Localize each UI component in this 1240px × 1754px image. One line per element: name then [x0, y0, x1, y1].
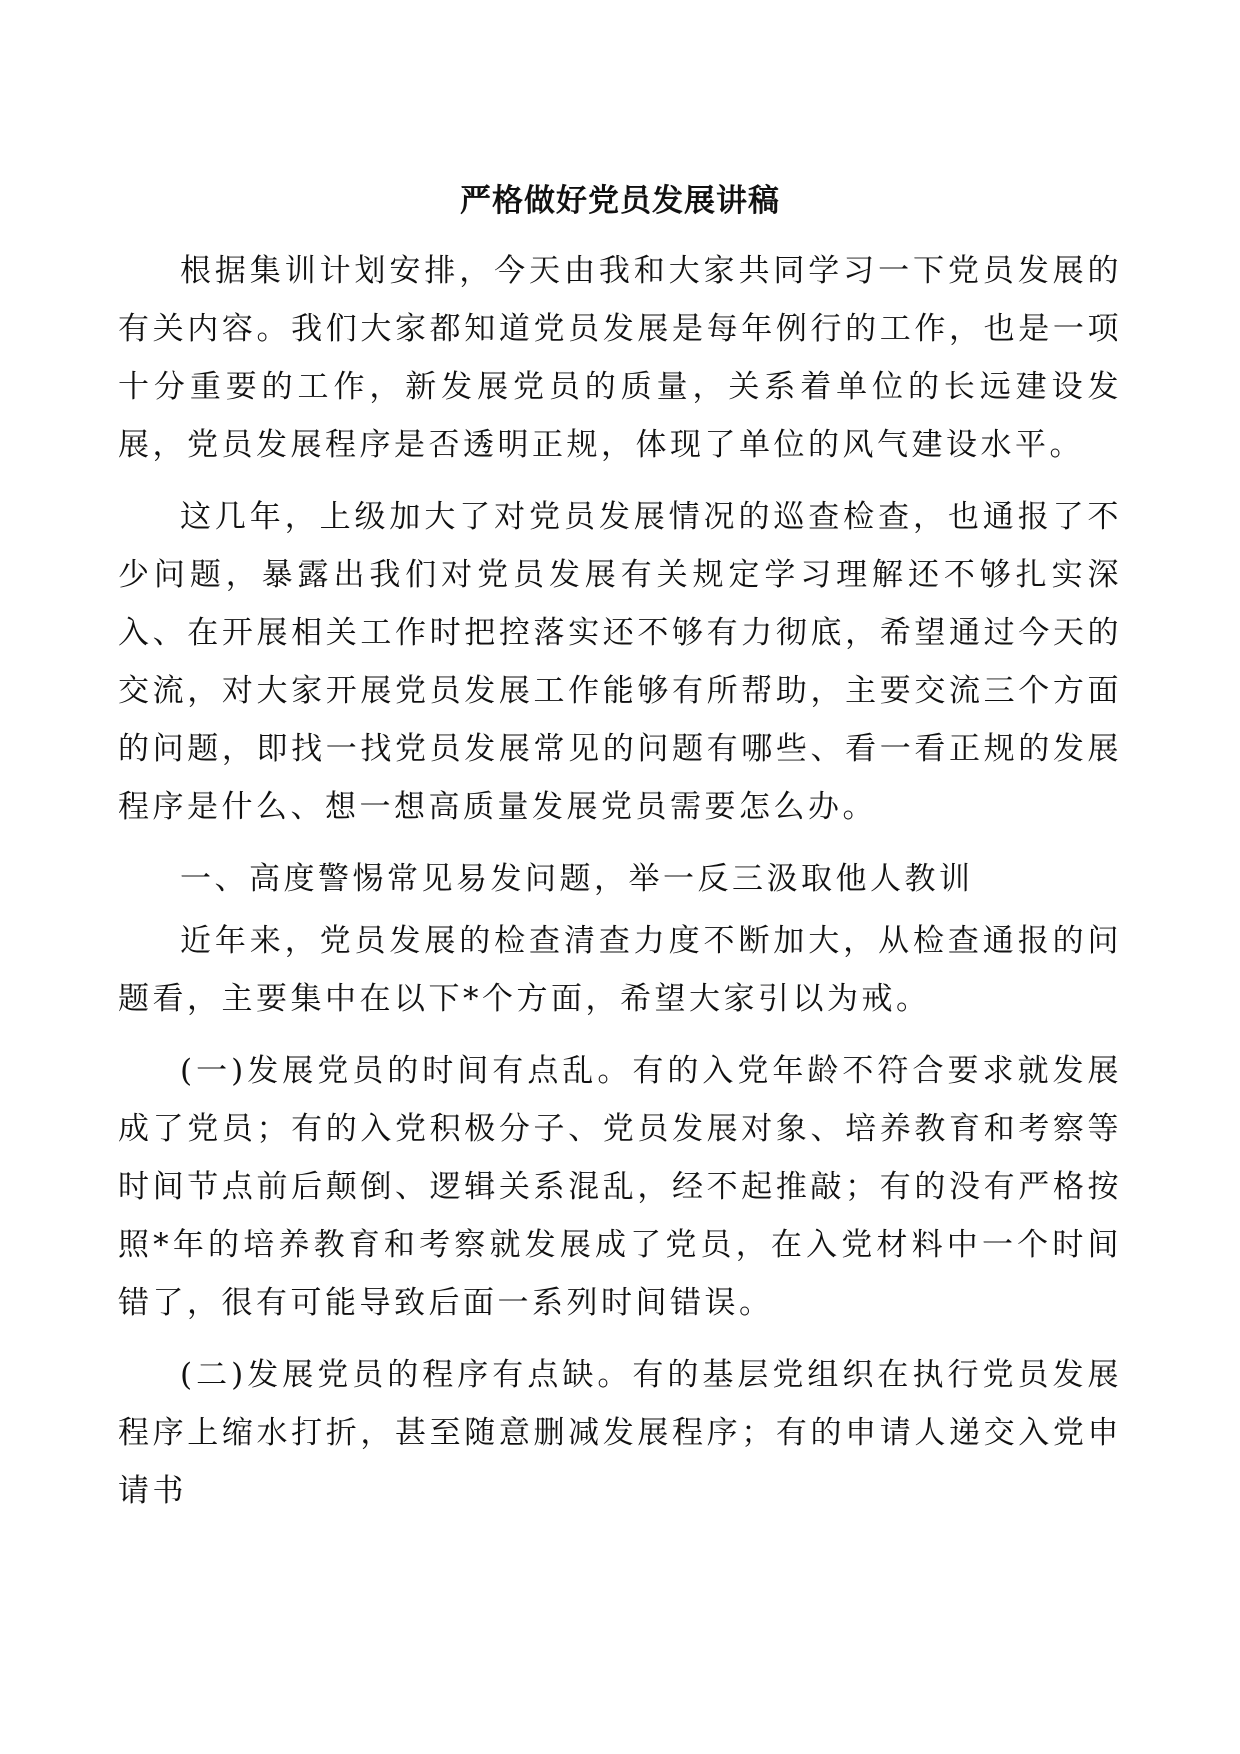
paragraph-background: 这几年，上级加大了对党员发展情况的巡查检查，也通报了不少问题，暴露出我们对党员发展有关规定学习理解还不够扎实深入、在开展相关工作时把控落实还不够有力彻底，希望通过今天的交流，对大家开展党员发展工作能够有所帮助，主要交流三个方面的问题，即找一找党员发展常见的问题有哪些、看一看正规的发展程序是什么、想一想高质量发展党员需要怎么办。: [118, 499, 1122, 825]
section-heading-one: 一、高度警惕常见易发问题，举一反三汲取他人教训: [180, 861, 974, 897]
paragraph-intro: 根据集训计划安排，今天由我和大家共同学习一下党员发展的有关内容。我们大家都知道党员发展是每年例行的工作，也是一项十分重要的工作，新发展党员的质量，关系着单位的长远建设发展，党员发展程序是否透明正规，体现了单位的风气建设水平。: [118, 253, 1122, 463]
paragraph-point-one: (一)发展党员的时间有点乱。有的入党年龄不符合要求就发展成了党员；有的入党积极分子、党员发展对象、培养教育和考察等时间节点前后颠倒、逻辑关系混乱，经不起推敲；有的没有严格按照*年的培养教育和考察就发展成了党员，在入党材料中一个时间错了，很有可能导致后面一系列时间错误。: [118, 1053, 1122, 1321]
document-title: 严格做好党员发展讲稿: [460, 183, 780, 219]
paragraph-point-two: (二)发展党员的程序有点缺。有的基层党组织在执行党员发展程序上缩水打折，甚至随意删减发展程序；有的申请人递交入党申请书: [118, 1357, 1122, 1509]
paragraph-section-intro: 近年来，党员发展的检查清查力度不断加大，从检查通报的问题看，主要集中在以下*个方面，希望大家引以为戒。: [118, 923, 1122, 1017]
